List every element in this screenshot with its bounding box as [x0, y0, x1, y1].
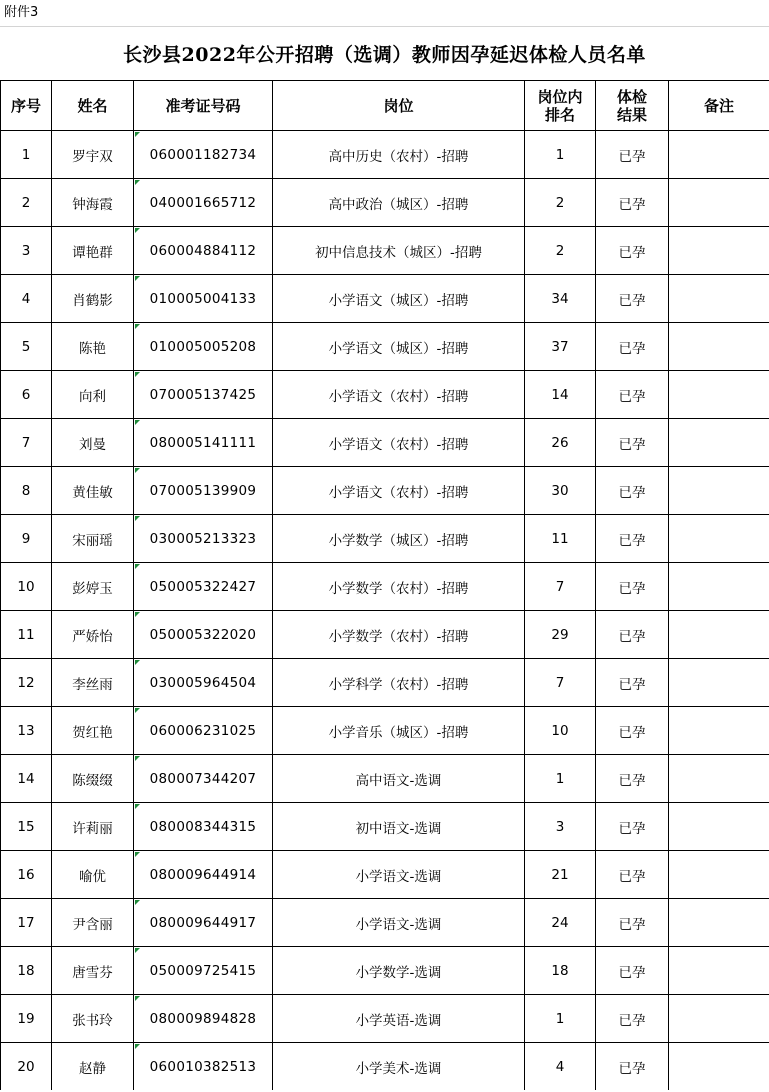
cell-ticket: 060001182734	[134, 131, 273, 179]
cell-post: 高中语文-选调	[273, 755, 525, 803]
cell-seq: 16	[1, 851, 52, 899]
cell-seq: 3	[1, 227, 52, 275]
cell-ticket: 060004884112	[134, 227, 273, 275]
cell-remark	[669, 851, 769, 899]
cell-ticket: 080009644917	[134, 899, 273, 947]
cell-seq: 12	[1, 659, 52, 707]
cell-ticket: 010005004133	[134, 275, 273, 323]
cell-name: 张书玲	[52, 995, 134, 1043]
cell-remark	[669, 323, 769, 371]
cell-seq: 13	[1, 707, 52, 755]
cell-remark	[669, 419, 769, 467]
cell-rank: 2	[525, 227, 596, 275]
cell-ticket: 040001665712	[134, 179, 273, 227]
cell-name: 谭艳群	[52, 227, 134, 275]
cell-result: 已孕	[596, 851, 669, 899]
cell-rank: 18	[525, 947, 596, 995]
cell-rank: 30	[525, 467, 596, 515]
table-row	[1, 707, 769, 755]
cell-ticket: 080009644914	[134, 851, 273, 899]
cell-seq: 11	[1, 611, 52, 659]
cell-seq: 7	[1, 419, 52, 467]
cell-remark	[669, 371, 769, 419]
cell-ticket: 080008344315	[134, 803, 273, 851]
table-row	[1, 899, 769, 947]
cell-result: 已孕	[596, 707, 669, 755]
table-row	[1, 851, 769, 899]
table-row	[1, 611, 769, 659]
cell-seq: 5	[1, 323, 52, 371]
cell-seq: 1	[1, 131, 52, 179]
table-row	[1, 419, 769, 467]
cell-seq: 18	[1, 947, 52, 995]
table-row	[1, 803, 769, 851]
cell-result: 已孕	[596, 995, 669, 1043]
cell-name: 贺红艳	[52, 707, 134, 755]
cell-seq: 2	[1, 179, 52, 227]
header-result-line1: 体检	[616, 87, 647, 106]
cell-rank: 11	[525, 515, 596, 563]
cell-rank: 1	[525, 755, 596, 803]
cell-rank: 14	[525, 371, 596, 419]
cell-ticket: 080009894828	[134, 995, 273, 1043]
cell-result: 已孕	[596, 323, 669, 371]
cell-remark	[669, 179, 769, 227]
cell-name: 宋丽瑶	[52, 515, 134, 563]
cell-name: 黄佳敏	[52, 467, 134, 515]
cell-post: 小学语文-选调	[273, 851, 525, 899]
cell-name: 许莉丽	[52, 803, 134, 851]
cell-remark	[669, 611, 769, 659]
cell-seq: 20	[1, 1043, 52, 1091]
cell-result: 已孕	[596, 803, 669, 851]
cell-post: 初中语文-选调	[273, 803, 525, 851]
cell-ticket: 060010382513	[134, 1043, 273, 1091]
cell-remark	[669, 515, 769, 563]
cell-name: 尹含丽	[52, 899, 134, 947]
cell-seq: 19	[1, 995, 52, 1043]
cell-remark	[669, 1043, 769, 1091]
cell-result: 已孕	[596, 515, 669, 563]
cell-post: 小学音乐（城区）-招聘	[273, 707, 525, 755]
cell-remark	[669, 467, 769, 515]
table-row	[1, 995, 769, 1043]
cell-post: 小学数学-选调	[273, 947, 525, 995]
header-rank	[525, 81, 596, 131]
cell-remark	[669, 803, 769, 851]
cell-name: 李丝雨	[52, 659, 134, 707]
cell-rank: 4	[525, 1043, 596, 1091]
header-rank-line1: 岗位内	[537, 87, 583, 106]
cell-post: 小学语文（农村）-招聘	[273, 371, 525, 419]
table-row	[1, 275, 769, 323]
header-post: 岗位	[273, 81, 525, 131]
cell-seq: 4	[1, 275, 52, 323]
table-row	[1, 755, 769, 803]
table-row	[1, 563, 769, 611]
cell-rank: 7	[525, 563, 596, 611]
cell-ticket: 080005141111	[134, 419, 273, 467]
cell-name: 陈艳	[52, 323, 134, 371]
cell-rank: 7	[525, 659, 596, 707]
header-result-line2: 结果	[616, 105, 647, 124]
cell-remark	[669, 755, 769, 803]
cell-remark	[669, 899, 769, 947]
cell-result: 已孕	[596, 563, 669, 611]
cell-name: 喻优	[52, 851, 134, 899]
cell-post: 高中历史（农村）-招聘	[273, 131, 525, 179]
cell-name: 唐雪芬	[52, 947, 134, 995]
cell-result: 已孕	[596, 611, 669, 659]
cell-result: 已孕	[596, 659, 669, 707]
cell-name: 刘曼	[52, 419, 134, 467]
cell-name: 赵静	[52, 1043, 134, 1091]
cell-seq: 9	[1, 515, 52, 563]
cell-ticket: 050005322020	[134, 611, 273, 659]
cell-seq: 6	[1, 371, 52, 419]
cell-rank: 34	[525, 275, 596, 323]
cell-seq: 15	[1, 803, 52, 851]
cell-name: 陈缀缀	[52, 755, 134, 803]
header-ticket: 准考证号码	[134, 81, 273, 131]
cell-remark	[669, 563, 769, 611]
table-row	[1, 371, 769, 419]
cell-ticket: 060006231025	[134, 707, 273, 755]
cell-name: 严娇怡	[52, 611, 134, 659]
cell-ticket: 030005213323	[134, 515, 273, 563]
cell-post: 小学数学（城区）-招聘	[273, 515, 525, 563]
cell-ticket: 030005964504	[134, 659, 273, 707]
header-seq: 序号	[1, 81, 52, 131]
cell-post: 小学语文-选调	[273, 899, 525, 947]
table-row	[1, 515, 769, 563]
cell-remark	[669, 707, 769, 755]
cell-seq: 14	[1, 755, 52, 803]
cell-seq: 10	[1, 563, 52, 611]
cell-post: 小学语文（城区）-招聘	[273, 275, 525, 323]
cell-seq: 8	[1, 467, 52, 515]
cell-result: 已孕	[596, 371, 669, 419]
cell-rank: 37	[525, 323, 596, 371]
cell-ticket: 070005139909	[134, 467, 273, 515]
cell-rank: 3	[525, 803, 596, 851]
page-title: 长沙县2022年公开招聘（选调）教师因孕延迟体检人员名单	[123, 43, 646, 66]
cell-remark	[669, 995, 769, 1043]
header-result	[596, 81, 669, 131]
cell-ticket: 010005005208	[134, 323, 273, 371]
cell-rank: 10	[525, 707, 596, 755]
cell-result: 已孕	[596, 947, 669, 995]
personnel-table	[0, 80, 769, 1091]
cell-name: 向利	[52, 371, 134, 419]
cell-result: 已孕	[596, 179, 669, 227]
cell-post: 小学英语-选调	[273, 995, 525, 1043]
cell-rank: 24	[525, 899, 596, 947]
cell-result: 已孕	[596, 131, 669, 179]
cell-remark	[669, 659, 769, 707]
cell-ticket: 070005137425	[134, 371, 273, 419]
cell-result: 已孕	[596, 899, 669, 947]
attachment-row	[0, 0, 769, 27]
cell-result: 已孕	[596, 275, 669, 323]
cell-remark	[669, 131, 769, 179]
cell-ticket: 080007344207	[134, 755, 273, 803]
header-row	[1, 81, 769, 131]
header-rank-line2: 排名	[544, 105, 575, 124]
cell-rank: 1	[525, 995, 596, 1043]
cell-post: 小学数学（农村）-招聘	[273, 563, 525, 611]
cell-result: 已孕	[596, 1043, 669, 1091]
cell-ticket: 050009725415	[134, 947, 273, 995]
cell-result: 已孕	[596, 467, 669, 515]
cell-name: 罗宇双	[52, 131, 134, 179]
cell-name: 钟海霞	[52, 179, 134, 227]
header-name: 姓名	[52, 81, 134, 131]
table-row	[1, 947, 769, 995]
cell-rank: 21	[525, 851, 596, 899]
attachment-label: 附件3	[4, 5, 39, 20]
cell-post: 小学美术-选调	[273, 1043, 525, 1091]
cell-rank: 2	[525, 179, 596, 227]
table-row	[1, 227, 769, 275]
table-row	[1, 131, 769, 179]
cell-remark	[669, 227, 769, 275]
cell-post: 小学语文（农村）-招聘	[273, 467, 525, 515]
header-remark: 备注	[669, 81, 769, 131]
cell-remark	[669, 947, 769, 995]
cell-post: 小学科学（农村）-招聘	[273, 659, 525, 707]
cell-rank: 1	[525, 131, 596, 179]
cell-result: 已孕	[596, 227, 669, 275]
table-row	[1, 179, 769, 227]
cell-ticket: 050005322427	[134, 563, 273, 611]
cell-post: 初中信息技术（城区）-招聘	[273, 227, 525, 275]
cell-name: 彭婷玉	[52, 563, 134, 611]
table-row	[1, 659, 769, 707]
cell-seq: 17	[1, 899, 52, 947]
cell-name: 肖鹤影	[52, 275, 134, 323]
cell-rank: 26	[525, 419, 596, 467]
cell-rank: 29	[525, 611, 596, 659]
table-row	[1, 467, 769, 515]
cell-post: 小学数学（农村）-招聘	[273, 611, 525, 659]
cell-post: 高中政治（城区）-招聘	[273, 179, 525, 227]
table-row	[1, 323, 769, 371]
cell-post: 小学语文（城区）-招聘	[273, 323, 525, 371]
cell-remark	[669, 275, 769, 323]
cell-result: 已孕	[596, 419, 669, 467]
cell-post: 小学语文（农村）-招聘	[273, 419, 525, 467]
cell-result: 已孕	[596, 755, 669, 803]
table-row	[1, 1043, 769, 1091]
